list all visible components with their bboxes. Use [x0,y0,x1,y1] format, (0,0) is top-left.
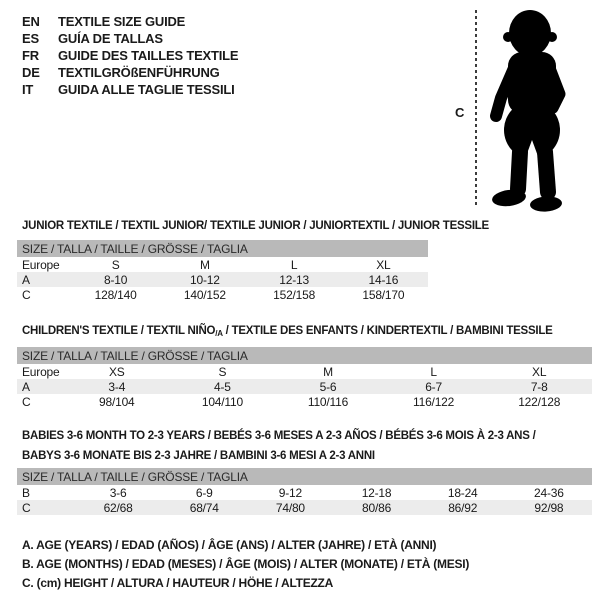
size-cell: 3-4 [64,379,170,394]
size-cell: XL [376,257,391,272]
size-cell: 110/116 [307,394,349,409]
babies-size-table [17,468,592,515]
lang-label: GUIDA ALLE TAGLIE TESSILI [58,82,235,97]
size-cell: L [430,364,437,379]
size-cell: 104/110 [201,394,243,409]
footnote-c: C. (cm) HEIGHT / ALTURA / HAUTEUR / HÖHE / ALTEZZA [22,576,334,590]
size-cell: 4-5 [170,379,276,394]
table-row [17,500,592,515]
size-cell: 98/104 [99,394,135,409]
lang-row-de [22,64,238,81]
size-cell: 152/158 [273,287,316,302]
table-row [17,257,428,272]
junior-table-title: JUNIOR TEXTILE / TEXTIL JUNIOR/ TEXTILE JUNIOR / JUNIORTEXTIL / JUNIOR TESSILE [22,220,489,232]
lang-row-es [22,30,238,47]
size-cell: 6-9 [195,485,213,500]
size-header-bar: SIZE / TALLA / TAILLE / GRÖSSE / TAGLIA [17,347,592,364]
title-line: BABIES 3-6 MONTH TO 2-3 YEARS / BEBÉS 3-6 MESES A 2-3 AÑOS / BÉBÉS 3-6 MOIS À 2-3 ANS / [22,430,536,442]
size-cell: 116/122 [413,394,455,409]
row-label: A [17,379,64,394]
size-cell: 9-12 [278,485,302,500]
size-cell: 86/92 [420,500,506,515]
size-cell: L [290,257,298,272]
row-label: B [22,485,30,500]
lang-label: GUIDE DES TAILLES TEXTILE [58,48,239,63]
row-label: C [22,394,31,409]
table-row [17,485,592,500]
table-row [17,287,428,302]
size-cell: 6-7 [381,379,487,394]
size-cell: 18-24 [447,485,478,500]
lang-row-en [22,13,238,30]
size-cell: 92/98 [506,500,592,515]
lang-row-fr [22,47,238,64]
row-label: Europe [22,257,60,272]
height-measure-dashed-line [475,10,477,207]
size-cell: M [323,364,333,379]
table-row [17,364,592,379]
size-cell: S [111,257,120,272]
row-label: C [17,500,75,515]
size-header-bar: SIZE / TALLA / TAILLE / GRÖSSE / TAGLIA [17,240,428,257]
children-table-title [22,321,553,344]
lang-code: FR [22,48,39,63]
size-cell: 158/170 [362,287,405,302]
title-line: BABYS 3-6 MONATE BIS 2-3 JAHRE / BAMBINI 3-6 MESI A 2-3 ANNI [22,450,375,462]
footnote-b: B. AGE (MONTHS) / EDAD (MESES) / ÂGE (MOIS) / ALTER (MONATE) / ETÀ (MESI) [22,557,470,571]
table-row [17,272,428,287]
size-cell: 8-10 [71,272,160,287]
size-cell: S [218,364,227,379]
row-label: A [17,272,71,287]
title-text: / TEXTILE DES ENFANTS / KINDERTEXTIL / BAMBINI TESSILE [222,325,553,337]
lang-row-it [22,81,238,98]
size-cell: 12-13 [250,272,339,287]
row-label: Europe [22,364,60,379]
size-cell: XS [108,364,125,379]
size-cell: 24-36 [534,485,564,500]
size-cell: 74/80 [247,500,333,515]
table-row [17,379,592,394]
row-label: C [22,287,31,302]
size-cell: 80/86 [333,500,419,515]
language-header [22,13,238,98]
footnote-a: A. AGE (YEARS) / EDAD (AÑOS) / ÂGE (ANS) / ALTER (JAHRE) / ETÀ (ANNI) [22,538,437,552]
title-text: CHILDREN'S TEXTILE / TEXTIL NIÑO [22,325,216,337]
size-cell: 62/68 [75,500,161,515]
size-header-bar: SIZE / TALLA / TAILLE / GRÖSSE / TAGLIA [17,468,592,485]
lang-label: GUÍA DE TALLAS [58,31,163,46]
table-row [17,394,592,409]
size-cell: 3-6 [109,485,127,500]
size-cell: 128/140 [94,287,137,302]
size-cell: 12-18 [361,485,392,500]
size-cell: 68/74 [161,500,247,515]
legend-footnotes [22,536,469,593]
babies-table-title [22,426,536,466]
lang-code: EN [22,14,40,29]
title-subscript: /A [215,329,223,338]
size-cell: 5-6 [275,379,381,394]
size-cell: 140/152 [183,287,226,302]
size-cell: 14-16 [339,272,428,287]
baby-silhouette-icon [482,6,578,212]
lang-code: DE [22,65,40,80]
lang-label: TEXTILGRÖßENFÜHRUNG [58,65,220,80]
children-size-table [17,347,592,409]
size-cell: 10-12 [160,272,249,287]
size-cell: XL [532,364,547,379]
measure-label-c: C [455,105,465,120]
lang-code: ES [22,31,39,46]
junior-size-table [17,240,428,302]
size-cell: M [199,257,210,272]
lang-label: TEXTILE SIZE GUIDE [58,14,186,29]
lang-code: IT [22,82,34,97]
size-cell: 122/128 [518,394,561,409]
size-cell: 7-8 [486,379,592,394]
